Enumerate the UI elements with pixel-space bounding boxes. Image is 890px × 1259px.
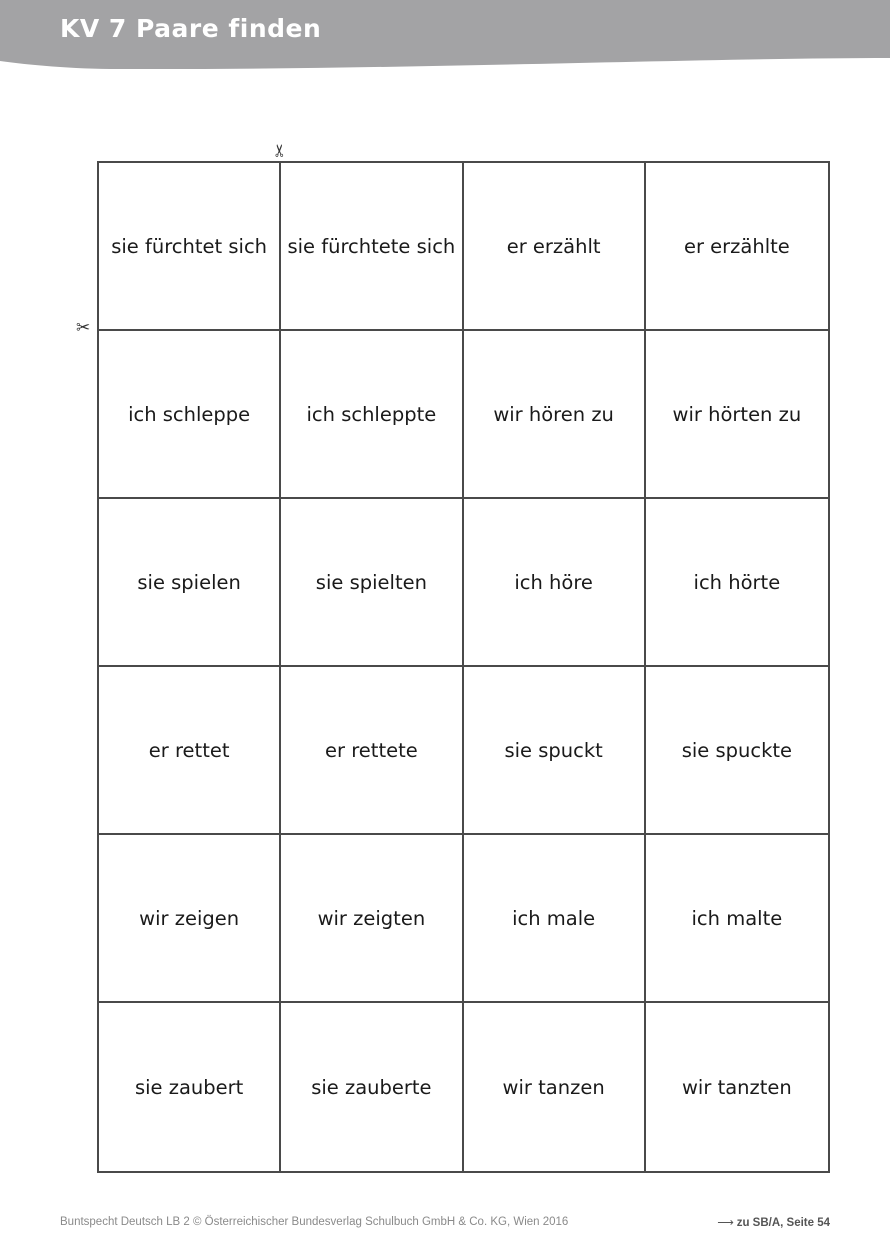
footer-page-reference [717, 1215, 830, 1229]
word-card: sie fürchtete sich [281, 163, 463, 331]
word-card: er erzählte [646, 163, 828, 331]
word-card: er rettet [99, 667, 281, 835]
footer-reference-text: zu SB/A, Seite 54 [736, 1217, 830, 1229]
word-card: wir hören zu [464, 331, 646, 499]
word-card: ich hörte [646, 499, 828, 667]
word-card: ich schleppte [281, 331, 463, 499]
word-card: wir tanzten [681, 1075, 792, 1099]
word-card: er rettete [281, 667, 463, 835]
word-card: wir tanzen [464, 1003, 646, 1171]
word-card: sie spielen [99, 499, 281, 667]
scissors-icon: ✂ [270, 143, 291, 158]
word-card: sie fürchtet sich [99, 163, 281, 331]
word-card: wir hörten zu [646, 331, 828, 499]
arrow-right-icon: ⟶ [717, 1217, 734, 1229]
word-card: wir zeigen [99, 835, 281, 1003]
word-card: ich schleppe [99, 331, 281, 499]
word-card: sie spuckt [464, 667, 646, 835]
word-card: sie spuckte [646, 667, 828, 835]
word-card: sie spielten [281, 499, 463, 667]
word-card: sie zaubert [99, 1003, 281, 1171]
word-card: ich male [464, 835, 646, 1003]
word-card: ich höre [464, 499, 646, 667]
footer-copyright: Buntspecht Deutsch LB 2 © Österreichischer Bundesverlag Schulbuch GmbH & Co. KG, Wien 2016 [60, 1216, 569, 1228]
page-title: KV 7 Paare finden [60, 14, 322, 43]
word-card: sie zauberte [281, 1003, 463, 1171]
card-grid [97, 161, 830, 1173]
scissors-icon: ✂ [76, 318, 91, 338]
word-card: ich malte [646, 835, 828, 1003]
word-card: wir zeigten [281, 835, 463, 1003]
word-card: er erzählt [464, 163, 646, 331]
